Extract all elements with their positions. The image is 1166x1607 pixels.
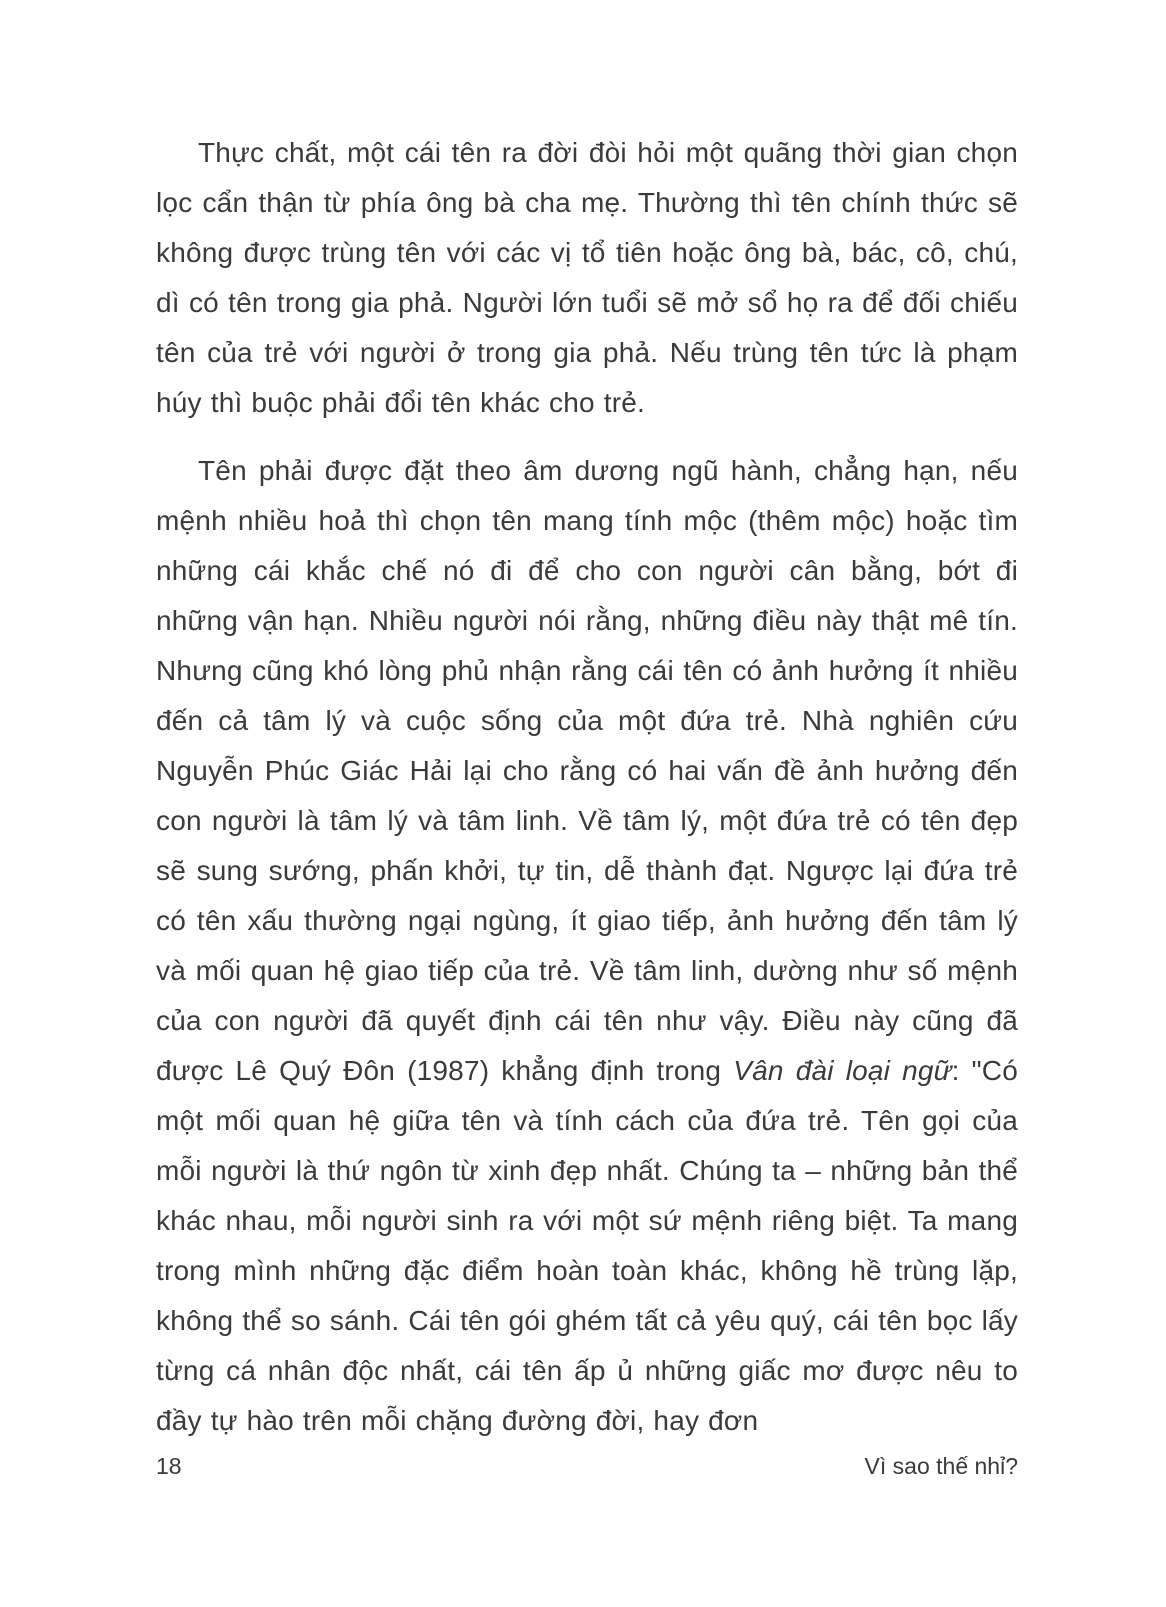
italic-text-run: Vân đài loại ngữ bbox=[733, 1055, 952, 1086]
page-number: 18 bbox=[156, 1453, 182, 1479]
text-run: Thực chất, một cái tên ra đời đòi hỏi một quãng thời gian chọn lọc cẩn thận từ phía ông bà cha mẹ. Thường thì tên chính thức sẽ không được trùng tên với các vị tổ tiên hoặc ông bà, bác, cô, chú, dì có tên trong gia phả. Người lớn tuổi sẽ mở sổ họ ra để đối chiếu tên của trẻ với người ở trong gia phả. Nếu trùng tên tức là phạm húy thì buộc phải đổi tên khác cho trẻ. bbox=[156, 137, 1018, 418]
text-run: Tên phải được đặt theo âm dương ngũ hành, chẳng hạn, nếu mệnh nhiều hoả thì chọn tên mang tính mộc (thêm mộc) hoặc tìm những cái khắc chế nó đi để cho con người cân bằng, bớt đi những vận hạn. Nhiều người nói rằng, những điều này thật mê tín. Nhưng cũng khó lòng phủ nhận rằng cái tên có ảnh hưởng ít nhiều đến cả tâm lý và cuộc sống của một đứa trẻ. Nhà nghiên cứu Nguyễn Phúc Giác Hải lại cho rằng có hai vấn đề ảnh hưởng đến con người là tâm lý và tâm linh. Về tâm lý, một đứa trẻ có tên đẹp sẽ sung sướng, phấn khởi, tự tin, dễ thành đạt. Ngược lại đứa trẻ có tên xấu thường ngại ngùng, ít giao tiếp, ảnh hưởng đến tâm lý và mối quan hệ giao tiếp của trẻ. Về tâm linh, dường như số mệnh của con người đã quyết định cái tên như vậy. Điều này cũng đã được Lê Quý Đôn (1987) khẳng định trong bbox=[156, 455, 1018, 1086]
paragraph bbox=[156, 446, 1018, 1446]
text-run: : "Có một mối quan hệ giữa tên và tính cách của đứa trẻ. Tên gọi của mỗi người là thứ ngôn từ xinh đẹp nhất. Chúng ta – những bản thể khác nhau, mỗi người sinh ra với một sứ mệnh riêng biệt. Ta mang trong mình những đặc điểm hoàn toàn khác, không hề trùng lặp, không thể so sánh. Cái tên gói ghém tất cả yêu quý, cái tên bọc lấy từng cá nhân độc nhất, cái tên ấp ủ những giấc mơ được nêu to đầy tự hào trên mỗi chặng đường đời, hay đơn bbox=[156, 1055, 1018, 1436]
paragraph bbox=[156, 128, 1018, 428]
page-content bbox=[156, 128, 1018, 1464]
page-footer bbox=[156, 1450, 1018, 1482]
running-title: Vì sao thế nhỉ? bbox=[864, 1453, 1018, 1479]
